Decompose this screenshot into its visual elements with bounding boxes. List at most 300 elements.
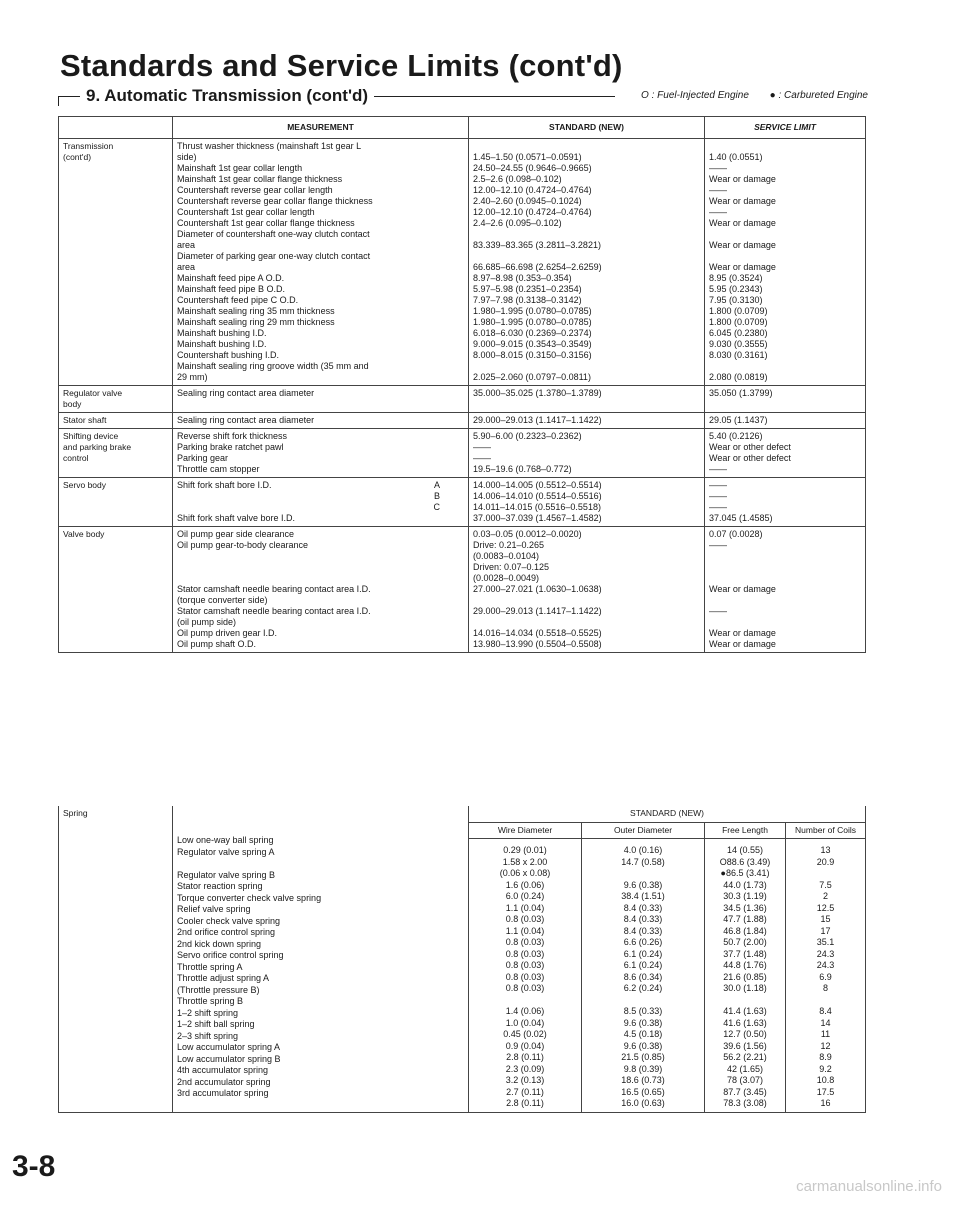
- outer-diameter: 6.2 (0.24): [623, 983, 663, 993]
- spring-name: 2nd orifice control spring: [177, 927, 276, 937]
- measurement-line: [177, 251, 464, 262]
- wire-diameter: 6.0 (0.24): [505, 891, 545, 901]
- category-line: Valve body: [63, 529, 105, 539]
- page-number: 3-8: [12, 1150, 56, 1183]
- measurement-text: side): [177, 152, 197, 162]
- measurement-text: Countershaft feed pipe C O.D.: [177, 295, 299, 305]
- wire-diameter: 1.6 (0.06): [505, 879, 545, 890]
- measurement-line: [177, 361, 464, 372]
- measurement-text: Throttle cam stopper: [177, 464, 260, 474]
- free-length: 78 (3.07): [726, 1075, 764, 1085]
- wire-diameter: 0.8 (0.03): [505, 914, 545, 924]
- free-length: 21.6 (0.85): [723, 971, 767, 982]
- standard-value: 37.000–37.039 (1.4567–1.4582): [473, 513, 602, 523]
- row-category: [59, 478, 173, 527]
- standard-value: 1.45–1.50 (0.0571–0.0591): [473, 152, 582, 162]
- spring-name: Low one-way ball spring: [177, 835, 274, 845]
- outer-diameter: 16.0 (0.63): [621, 1098, 665, 1108]
- limit-value: Wear or other defect: [709, 453, 791, 463]
- limit-value: [709, 617, 861, 628]
- spring-name: 2nd kick down spring: [177, 938, 262, 949]
- measurement-text: Shift fork shaft valve bore I.D.: [177, 513, 296, 523]
- standard-value: 35.000–35.025 (1.3780–1.3789): [473, 388, 602, 398]
- spec-row: [59, 478, 866, 527]
- spring-name: 2nd accumulator spring: [177, 1076, 271, 1087]
- measurement-text: Mainshaft sealing ring 35 mm thickness: [177, 306, 335, 316]
- limit-value: ——: [709, 480, 727, 490]
- measurement-text: Mainshaft feed pipe A O.D.: [177, 273, 285, 283]
- measurement-line: [177, 240, 464, 251]
- limit-value: 8.95 (0.3524): [709, 273, 763, 283]
- measurement-line: [177, 306, 464, 317]
- section-rule-tick: [58, 96, 59, 106]
- measurement-line: [177, 491, 464, 502]
- spring-table: [58, 806, 866, 1113]
- measurement-text: Parking brake ratchet pawl: [177, 442, 284, 452]
- standard-value: 24.50–24.55 (0.9646–0.9665): [473, 163, 592, 173]
- bore-grade-letter: A: [433, 480, 440, 490]
- standard-value: ——: [473, 442, 491, 452]
- limit-value: 1.800 (0.0709): [709, 317, 768, 327]
- coil-count: 17: [820, 925, 831, 936]
- outer-diameter: 38.4 (1.51): [621, 891, 665, 901]
- measurement-line: [177, 372, 464, 383]
- wire-diameter: 0.8 (0.03): [505, 937, 545, 947]
- spring-name: Throttle adjust spring A: [177, 973, 270, 983]
- col-outer-diameter: Outer Diameter: [582, 822, 705, 839]
- wire-diameter: 1.4 (0.06): [505, 1006, 545, 1016]
- measurement-line: [177, 628, 464, 639]
- measurement-text: Diameter of countershaft one-way clutch contact: [177, 229, 370, 239]
- coil-count: 11: [820, 1029, 831, 1039]
- standard-value: 14.016–14.034 (0.5518–0.5525): [473, 628, 602, 638]
- coil-count: 12: [820, 1040, 831, 1051]
- category-line: Transmission: [63, 141, 114, 151]
- coil-count: 6.9: [819, 971, 832, 982]
- measurement-line: [177, 207, 464, 218]
- coil-count: 10.8: [816, 1075, 835, 1085]
- measurement-line: [177, 584, 464, 595]
- measurement-line: [177, 218, 464, 229]
- outer-diameter: 18.6 (0.73): [621, 1075, 665, 1085]
- limit-value: 29.05 (1.1437): [709, 415, 768, 425]
- wire-diameter: 2.7 (0.11): [506, 1086, 544, 1097]
- limit-value: ——: [709, 502, 727, 512]
- outer-diameter: 4.0 (0.16): [623, 845, 663, 855]
- free-length: 14 (0.55): [726, 845, 764, 855]
- measurement-text: Oil pump driven gear I.D.: [177, 628, 278, 638]
- standard-value: 19.5–19.6 (0.768–0.772): [473, 464, 572, 474]
- outer-diameter: 8.4 (0.33): [623, 925, 663, 936]
- coil-count: [790, 868, 861, 880]
- measurement-text: Reverse shift fork thickness: [177, 431, 288, 441]
- measurement-text: Oil pump gear-to-body clearance: [177, 540, 309, 550]
- measurement-line: [177, 152, 464, 163]
- measurement-line: [177, 262, 464, 273]
- wire-diameter: 0.8 (0.03): [505, 971, 545, 982]
- limit-value: Wear or other defect: [709, 442, 791, 452]
- measurement-text: Sealing ring contact area diameter: [177, 415, 315, 425]
- row-standard: [469, 429, 705, 478]
- spring-category: Spring: [59, 806, 173, 1112]
- limit-value: 0.07 (0.0028): [709, 529, 763, 539]
- measurement-line: [177, 196, 464, 207]
- row-measurement: [173, 527, 469, 653]
- bore-grade-letter: C: [433, 502, 440, 512]
- measurement-text: Mainshaft bushing I.D.: [177, 328, 267, 338]
- free-length: 46.8 (1.84): [723, 925, 767, 936]
- limit-value: 8.030 (0.3161): [709, 350, 768, 360]
- outer-diameter: 8.6 (0.34): [623, 971, 663, 982]
- outer-diameter: 8.5 (0.33): [623, 1006, 663, 1016]
- wire-diameter: 1.58 x 2.00: [502, 856, 548, 867]
- measurement-text: Sealing ring contact area diameter: [177, 388, 315, 398]
- coil-count: 17.5: [816, 1086, 835, 1097]
- coil-count: 16: [820, 1098, 831, 1108]
- measurement-text: Stator camshaft needle bearing contact area I.D.: [177, 584, 371, 594]
- standard-value: (0.0028–0.0049): [473, 573, 540, 583]
- spring-name: 3rd accumulator spring: [177, 1088, 269, 1098]
- wire-diameter: 0.29 (0.01): [503, 845, 547, 855]
- outer-diameter: 6.1 (0.24): [623, 960, 663, 970]
- limit-value: ——: [709, 540, 727, 550]
- coil-count: 8.9: [819, 1052, 832, 1062]
- measurement-line: [177, 431, 464, 442]
- outer-diameter: 16.5 (0.65): [621, 1086, 665, 1097]
- limit-value: 1.800 (0.0709): [709, 306, 768, 316]
- coil-count: [790, 995, 861, 1007]
- outer-diameter: 9.8 (0.39): [623, 1063, 663, 1074]
- standard-value: 7.97–7.98 (0.3138–0.3142): [473, 295, 582, 305]
- limit-value: [709, 562, 861, 573]
- standard-value: 13.980–13.990 (0.5504–0.5508): [473, 639, 602, 649]
- measurement-line: [177, 551, 464, 562]
- spec-body: [59, 139, 866, 653]
- measurement-line: [177, 480, 464, 491]
- row-service-limit: [705, 429, 866, 478]
- standard-value: Driven: 0.07–0.125: [473, 562, 550, 572]
- row-measurement: [173, 478, 469, 527]
- limit-value: [709, 251, 861, 262]
- standard-value: 12.00–12.10 (0.4724–0.4764): [473, 207, 592, 217]
- outer-diameter: 8.4 (0.33): [623, 902, 663, 913]
- measurement-text: Countershaft bushing I.D.: [177, 350, 280, 360]
- free-length-values: [705, 839, 786, 1113]
- measurement-line: [177, 502, 464, 513]
- standard-value: 6.018–6.030 (0.2369–0.2374): [473, 328, 592, 338]
- standard-value: (0.0083–0.0104): [473, 551, 540, 561]
- spring-name: Cooler check valve spring: [177, 915, 281, 926]
- spring-standard-header: STANDARD (NEW): [469, 806, 866, 822]
- free-length: ●86.5 (3.41): [720, 868, 770, 878]
- row-category: [59, 139, 173, 386]
- limit-value: [709, 141, 861, 152]
- standard-value: 8.000–8.015 (0.3150–0.3156): [473, 350, 592, 360]
- outer-diameter: 4.5 (0.18): [623, 1029, 663, 1039]
- measurement-text: Thrust washer thickness (mainshaft 1st gear L: [177, 141, 362, 151]
- standard-value: 14.000–14.005 (0.5512–0.5514): [473, 480, 602, 490]
- spec-row: [59, 386, 866, 413]
- standard-value: [473, 141, 700, 152]
- measurement-text: (oil pump side): [177, 617, 237, 627]
- limit-value: Wear or damage: [709, 628, 776, 638]
- limit-value: Wear or damage: [709, 218, 776, 228]
- measurement-line: [177, 442, 464, 453]
- free-length: 50.7 (2.00): [723, 937, 767, 947]
- spring-name: (Throttle pressure B): [177, 984, 260, 995]
- spec-row: [59, 139, 866, 386]
- outer-diameter: 6.6 (0.26): [623, 937, 663, 947]
- spring-names-cell: [173, 806, 469, 1112]
- outer-diameter: 8.4 (0.33): [623, 914, 663, 924]
- measurement-line: [177, 174, 464, 185]
- limit-value: ——: [709, 606, 727, 616]
- standard-value: [473, 251, 700, 262]
- spring-name: 2–3 shift spring: [177, 1030, 239, 1041]
- spec-row: [59, 429, 866, 478]
- measurement-line: [177, 595, 464, 606]
- standard-value: 8.97–8.98 (0.353–0.354): [473, 273, 572, 283]
- limit-value: ——: [709, 163, 727, 173]
- row-category: [59, 386, 173, 413]
- standard-value: 0.03–0.05 (0.0012–0.0020): [473, 529, 582, 539]
- section-header: [58, 86, 868, 106]
- measurement-text: Countershaft reverse gear collar length: [177, 185, 333, 195]
- coil-count: 2: [823, 891, 829, 901]
- coil-count: 14: [820, 1017, 831, 1028]
- measurement-line: [177, 284, 464, 295]
- outer-diameter: 9.6 (0.38): [623, 1040, 663, 1051]
- measurement-line: [177, 273, 464, 284]
- category-line: Shifting device: [63, 431, 119, 441]
- category-line: (cont'd): [63, 152, 92, 162]
- measurement-line: [177, 185, 464, 196]
- free-length: 78.3 (3.08): [723, 1098, 767, 1108]
- free-length: 42 (1.65): [726, 1063, 764, 1074]
- row-service-limit: [705, 139, 866, 386]
- standard-value: 1.980–1.995 (0.0780–0.0785): [473, 306, 592, 316]
- measurement-text: area: [177, 240, 196, 250]
- legend-fuel-injected: O : Fuel-Injected Engine: [641, 90, 749, 101]
- limit-value: 5.95 (0.2343): [709, 284, 763, 294]
- coil-count: 12.5: [816, 902, 835, 913]
- measurement-line: [177, 617, 464, 628]
- row-category: [59, 413, 173, 429]
- outer-diameter-values: [582, 839, 705, 1113]
- category-line: control: [63, 453, 89, 463]
- measurement-line: [177, 562, 464, 573]
- standard-value: [473, 595, 700, 606]
- free-length: 87.7 (3.45): [723, 1086, 767, 1097]
- spring-name: Relief valve spring: [177, 904, 251, 914]
- standard-value: 5.90–6.00 (0.2323–0.2362): [473, 431, 582, 441]
- free-length: 39.6 (1.56): [723, 1040, 767, 1051]
- spec-row: [59, 527, 866, 653]
- wire-diameter: 0.8 (0.03): [505, 983, 545, 993]
- category-line: Regulator valve: [63, 388, 123, 398]
- bore-grade-letter: B: [433, 491, 440, 501]
- col-free-length: Free Length: [705, 822, 786, 839]
- row-service-limit: [705, 386, 866, 413]
- wire-diameter: (0.06 x 0.08): [499, 868, 551, 878]
- spring-name: Low accumulator spring B: [177, 1053, 281, 1064]
- row-measurement: [173, 386, 469, 413]
- category-line: Stator shaft: [63, 415, 107, 425]
- spring-name: Throttle spring B: [177, 996, 244, 1006]
- measurement-text: Mainshaft bushing I.D.: [177, 339, 267, 349]
- header-category: [59, 117, 173, 139]
- coil-count: 20.9: [816, 856, 835, 867]
- measurement-line: [177, 317, 464, 328]
- row-service-limit: [705, 527, 866, 653]
- outer-diameter: 6.1 (0.24): [623, 948, 663, 959]
- free-length: 30.3 (1.19): [723, 891, 767, 901]
- wire-diameter: 1.1 (0.04): [505, 902, 545, 913]
- standard-value: 12.00–12.10 (0.4724–0.4764): [473, 185, 592, 195]
- limit-value: [709, 229, 861, 240]
- limit-value: 1.40 (0.0551): [709, 152, 763, 162]
- measurement-line: [177, 464, 464, 475]
- spring-name: 1–2 shift spring: [177, 1007, 239, 1018]
- measurement-line: [177, 606, 464, 617]
- wire-diameter: 0.8 (0.03): [505, 960, 545, 970]
- wire-diameter: 0.45 (0.02): [503, 1029, 547, 1039]
- row-category: [59, 527, 173, 653]
- spring-name: Servo orifice control spring: [177, 950, 284, 960]
- spring-name: Regulator valve spring B: [177, 869, 276, 880]
- wire-diameter-values: [469, 839, 582, 1113]
- limit-value: 37.045 (1.4585): [709, 513, 773, 523]
- measurement-text: Mainshaft sealing ring 29 mm thickness: [177, 317, 335, 327]
- measurement-line: [177, 513, 464, 524]
- wire-diameter: 0.9 (0.04): [505, 1040, 545, 1051]
- row-category: [59, 429, 173, 478]
- measurement-line: [177, 295, 464, 306]
- limit-value: [709, 551, 861, 562]
- row-standard: [469, 139, 705, 386]
- limit-value: [709, 361, 861, 372]
- free-length: [709, 995, 781, 1007]
- standard-value: [473, 361, 700, 372]
- measurement-line: [177, 540, 464, 551]
- watermark-text: carmanualsonline.info: [796, 1178, 942, 1195]
- standard-value: [473, 229, 700, 240]
- coil-count: 13: [820, 845, 831, 855]
- limit-value: Wear or damage: [709, 174, 776, 184]
- spring-name: 4th accumulator spring: [177, 1065, 269, 1075]
- measurement-text: Countershaft reverse gear collar flange thickness: [177, 196, 373, 206]
- measurement-line: [177, 229, 464, 240]
- wire-diameter: 2.8 (0.11): [506, 1098, 544, 1108]
- coil-count: 24.3: [816, 960, 835, 970]
- measurement-text: (torque converter side): [177, 595, 268, 605]
- standard-value: 9.000–9.015 (0.3543–0.3549): [473, 339, 592, 349]
- row-standard: [469, 386, 705, 413]
- wire-diameter: 2.3 (0.09): [505, 1063, 545, 1074]
- coil-count: 8.4: [819, 1006, 832, 1016]
- measurement-line: [177, 453, 464, 464]
- spec-table: [58, 116, 866, 653]
- coil-count-values: [786, 839, 866, 1113]
- standard-value: 2.40–2.60 (0.0945–0.1024): [473, 196, 582, 206]
- spring-name: 1–2 shift ball spring: [177, 1019, 255, 1029]
- measurement-line: [177, 339, 464, 350]
- category-line: Servo body: [63, 480, 106, 490]
- row-standard: [469, 478, 705, 527]
- wire-diameter: 1.1 (0.04): [505, 925, 545, 936]
- spring-name: Regulator valve spring A: [177, 846, 275, 857]
- measurement-line: [177, 573, 464, 584]
- outer-diameter: [586, 868, 700, 880]
- measurement-line: [177, 350, 464, 361]
- limit-value: Wear or damage: [709, 584, 776, 594]
- outer-diameter: 9.6 (0.38): [623, 1017, 663, 1028]
- standard-value: Drive: 0.21–0.265: [473, 540, 545, 550]
- standard-value: 14.011–14.015 (0.5516–0.5518): [473, 502, 601, 512]
- measurement-line: [177, 415, 464, 426]
- measurement-line: [177, 163, 464, 174]
- measurement-text: Oil pump gear side clearance: [177, 529, 295, 539]
- limit-value: Wear or damage: [709, 240, 776, 250]
- measurement-text: Stator camshaft needle bearing contact area I.D.: [177, 606, 371, 616]
- coil-count: 35.1: [816, 937, 835, 947]
- measurement-line: [177, 639, 464, 650]
- spring-name: [177, 858, 464, 870]
- free-length: 47.7 (1.88): [723, 914, 767, 924]
- category-line: body: [63, 399, 82, 409]
- engine-legend: [615, 88, 868, 104]
- limit-value: ——: [709, 464, 727, 474]
- limit-value: Wear or damage: [709, 196, 776, 206]
- measurement-text: Oil pump shaft O.D.: [177, 639, 257, 649]
- col-wire-diameter: Wire Diameter: [469, 822, 582, 839]
- free-length: O88.6 (3.49): [719, 856, 771, 867]
- row-service-limit: [705, 478, 866, 527]
- wire-diameter: [473, 995, 577, 1007]
- standard-value: 2.5–2.6 (0.098–0.102): [473, 174, 562, 184]
- measurement-text: Diameter of parking gear one-way clutch contact: [177, 251, 371, 261]
- free-length: 44.8 (1.76): [723, 960, 767, 970]
- limit-value: 7.95 (0.3130): [709, 295, 763, 305]
- page-title: Standards and Service Limits (cont'd): [60, 48, 623, 83]
- category-line: and parking brake: [63, 442, 132, 452]
- limit-value: Wear or damage: [709, 639, 776, 649]
- standard-value: 2.025–2.060 (0.0797–0.0811): [473, 372, 591, 382]
- wire-diameter: 2.8 (0.11): [506, 1052, 544, 1062]
- standard-value: 2.4–2.6 (0.095–0.102): [473, 218, 562, 228]
- header-measurement: MEASUREMENT: [173, 117, 469, 139]
- wire-diameter: 0.8 (0.03): [505, 948, 545, 959]
- outer-diameter: 21.5 (0.85): [621, 1052, 665, 1062]
- limit-value: Wear or damage: [709, 262, 776, 272]
- row-measurement: [173, 413, 469, 429]
- measurement-text: Countershaft 1st gear collar length: [177, 207, 315, 217]
- free-length: 12.7 (0.50): [723, 1029, 767, 1039]
- row-measurement: [173, 429, 469, 478]
- limit-value: [709, 595, 861, 606]
- standard-value: 14.006–14.010 (0.5514–0.5516): [473, 491, 602, 501]
- spring-name: Low accumulator spring A: [177, 1042, 281, 1052]
- standard-value: 83.339–83.365 (3.2811–3.2821): [473, 240, 601, 250]
- section-title: 9. Automatic Transmission (cont'd): [80, 86, 374, 106]
- spec-row: [59, 413, 866, 429]
- measurement-line: [177, 388, 464, 399]
- limit-value: [709, 573, 861, 584]
- spring-header-row: [59, 806, 866, 822]
- measurement-text: Countershaft 1st gear collar flange thickness: [177, 218, 355, 228]
- coil-count: 8: [823, 983, 829, 993]
- measurement-line: [177, 328, 464, 339]
